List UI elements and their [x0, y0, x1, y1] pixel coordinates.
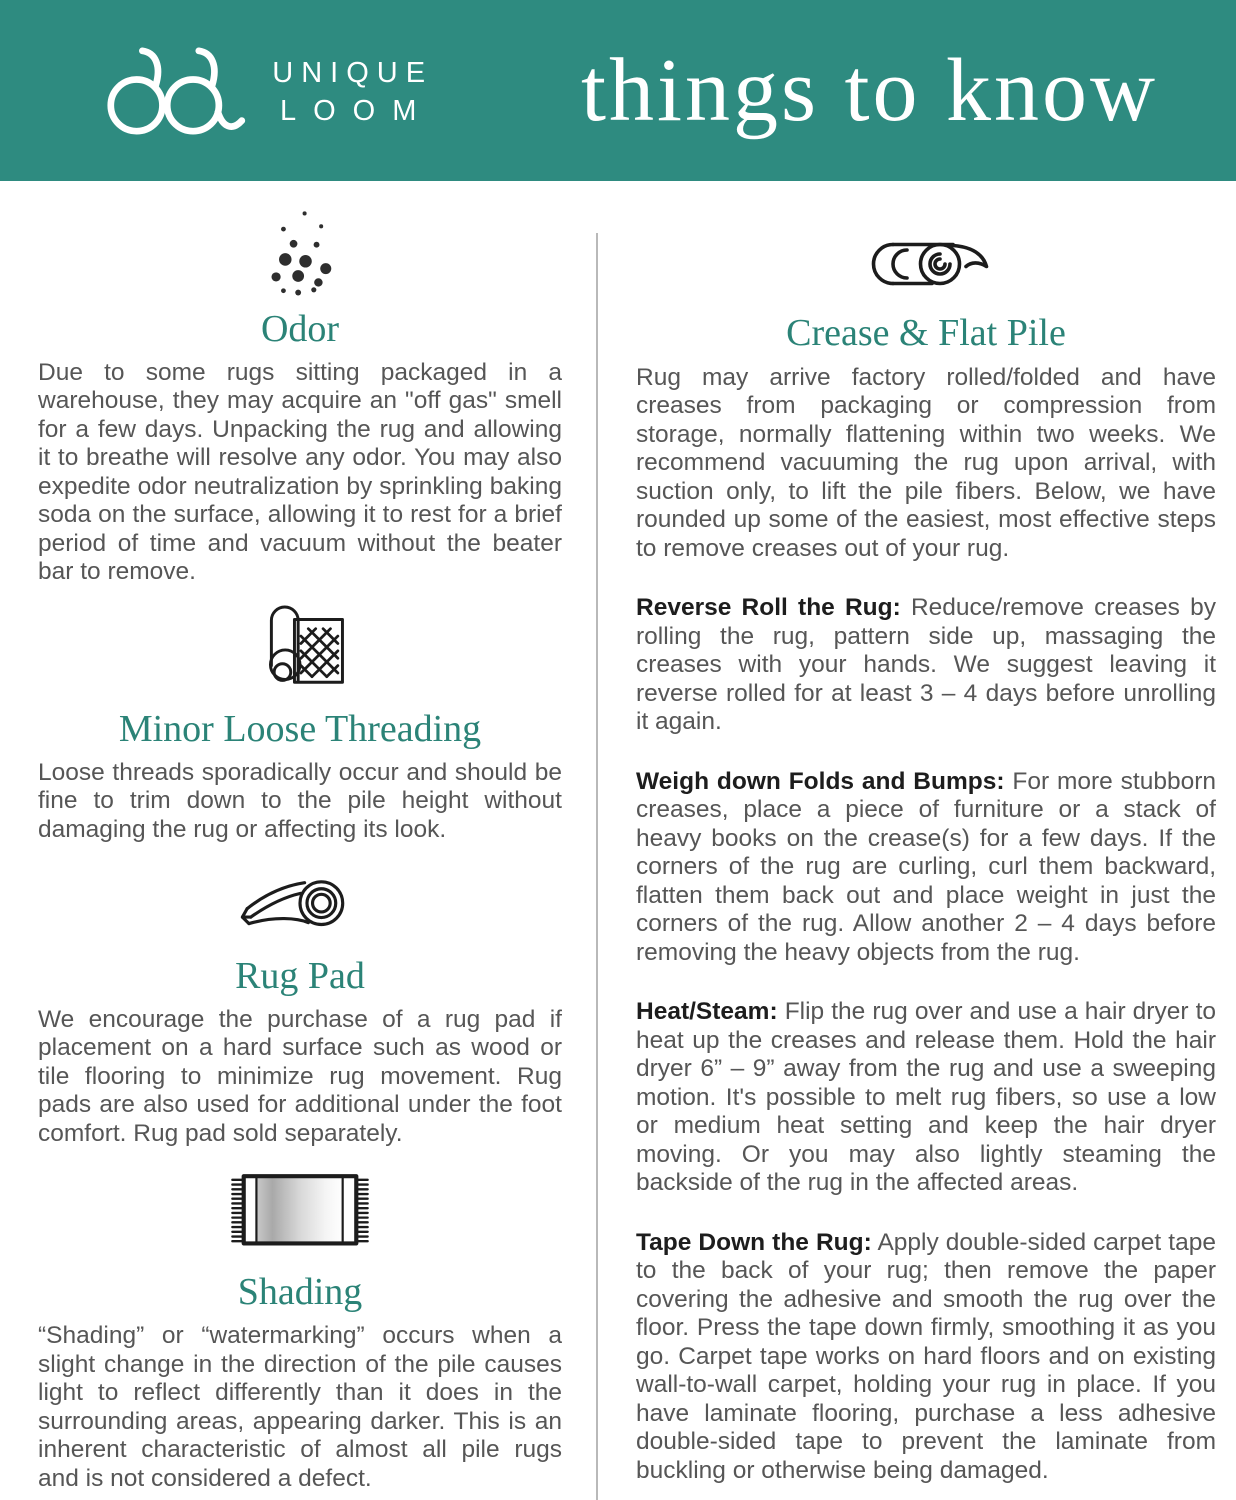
unique-loom-logo-icon [98, 47, 246, 135]
header-banner [0, 0, 1236, 181]
content-columns [0, 181, 1236, 1493]
threading-section-icon-row [38, 601, 562, 697]
odor-section-icon-row [38, 207, 562, 299]
brand-name [272, 55, 433, 129]
rugpad-section-body: We encourage the purchase of a rug pad if placement on a hard surface such as wood or tile flooring to minimize rug movement. Rug pads are also used for additional under the foot comfort. Rug pad sold separately. [38, 1005, 562, 1147]
shading-section-body: “Shading” or “watermarking” occurs when a slight change in the direction of the pile causes light to reflect differently than it does in the surrounding areas, appearing darker. This is an inherent characteristic of almost all pile rugs and is not considered a defect. [38, 1322, 562, 1492]
tape-roll-icon [239, 866, 361, 944]
tip-heat-steam-body: Flip the rug over and use a hair dryer to heat up the creases and release them. Hold the hair dryer 6” – 9” away from the rug and use a sweeping motion. It's possible to melt rug fibers, so use a low or medium heat setting and keep the hair dryer moving. Or you may also lightly steaming the backside of the rug in the affected areas. [636, 998, 1216, 1197]
brand-name-line2: LOOM [280, 94, 434, 127]
brand-name-line1: UNIQUE [272, 57, 434, 90]
brand-lockup [98, 47, 433, 135]
tip-reverse-roll [636, 594, 1216, 737]
shading-section-icon-row [38, 1168, 562, 1248]
rolled-rug-thread-icon [248, 601, 352, 697]
tip-heat-steam-label: Heat/Steam: [636, 998, 778, 1026]
column-divider [596, 233, 598, 1500]
odor-section-body: Due to some rugs sitting packaged in a warehouse, they may acquire an "off gas" smell for a few days. Unpacking the rug and allowing it to breathe will resolve any odor. You may also expedite odor neutralization by sprinkling baking soda on the surface, allowing it to rest for a brief period of time and vacuum without the beater bar to remove. [38, 358, 562, 586]
crease-section-icon-row [636, 241, 1216, 287]
tip-heat-steam [636, 998, 1216, 1198]
odor-section-title: Odor [260, 308, 340, 350]
left-column [38, 181, 562, 1493]
odor-sprinkle-icon [260, 207, 340, 299]
tip-reverse-roll-body: Reduce/remove creases by rolling the rug, pattern side up, massaging the creases with your hands. We suggest leaving it reverse rolled for at least 3 – 4 days before unrolling it again. [636, 594, 1216, 736]
crease-section-title: Crease & Flat Pile [786, 312, 1066, 354]
tip-reverse-roll-label: Reverse Roll the Rug: [636, 594, 901, 622]
tip-weigh-down-label: Weigh down Folds and Bumps: [636, 767, 1005, 795]
shading-section-title: Shading [237, 1271, 363, 1314]
crease-section-intro: Rug may arrive factory rolled/folded and have creases from packaging or compression from storage, normally flattening within two weeks. We recommend vacuuming the rug upon arrival, with suction only, to lift the pile fibers. Below, we have rounded up some of the easiest, most effective steps to remove creases out of your rug. [636, 363, 1216, 562]
rugpad-section-icon-row [38, 866, 562, 944]
threading-section-title: Minor Loose Threading [118, 707, 482, 750]
tip-tape-down [636, 1229, 1216, 1486]
rugpad-section-title: Rug Pad [235, 955, 365, 998]
threading-section-body: Loose threads sporadically occur and should be fine to trim down to the pile height without damaging the rug or affecting its look. [38, 758, 562, 843]
shaded-rug-icon [231, 1168, 369, 1248]
tip-tape-down-body: Apply double-sided carpet tape to the back of your rug; then remove the paper covering the adhesive and smooth the rug over the floor. Press the tape down firmly, smoothing it as you go. Carpet tape works on hard floors and on existing wall-to-wall carpet, holding your rug in place. If you have laminate flooring, purchase a less adhesive double-sided tape to prevent the laminate from buckling or otherwise being damaged. [636, 1228, 1216, 1484]
page-title: things to know [580, 41, 1158, 140]
tip-weigh-down [636, 768, 1216, 968]
rolled-rug-side-icon [860, 241, 992, 287]
tip-tape-down-label: Tape Down the Rug: [636, 1228, 872, 1256]
tip-weigh-down-body: For more stubborn creases, place a piece of furniture or a stack of heavy books on the crease(s) for a few days. If the corners of the rug are curling, curl them backward, flatten them back out and place weight in just the corners of the rug. Allow another 2 – 4 days before removing the heavy objects from the rug. [636, 767, 1217, 966]
right-column [636, 181, 1216, 1485]
